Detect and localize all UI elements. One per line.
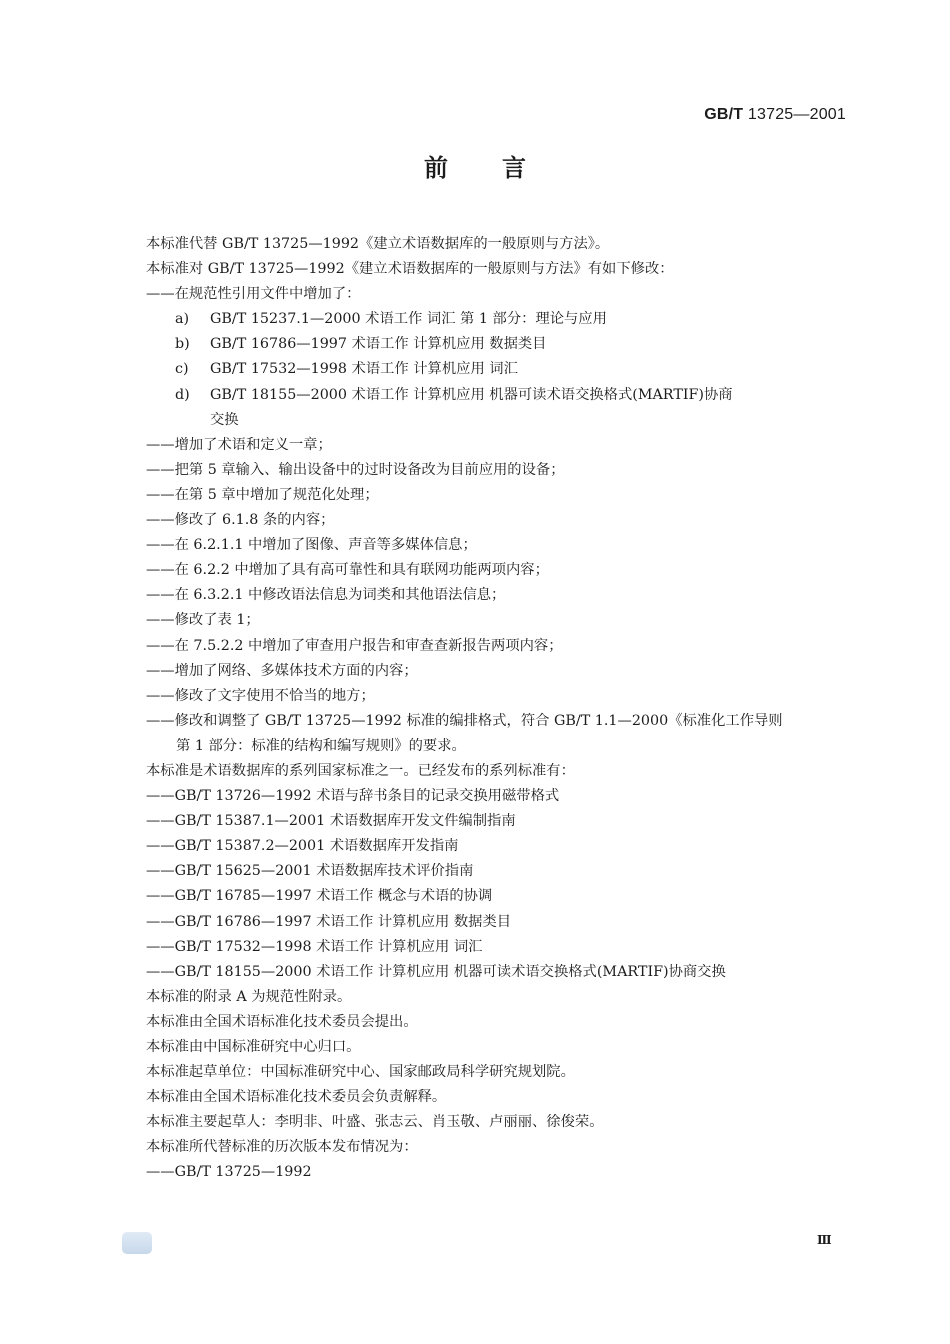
paragraph-proposer: 本标准由全国术语标准化技术委员会提出。 xyxy=(146,1013,418,1030)
foreword-body xyxy=(146,232,850,1186)
paragraph-modifications: 本标准对 GB/T 13725—1992《建立术语数据库的一般原则与方法》有如下修改： xyxy=(146,261,674,278)
paragraph-series-intro: 本标准是术语数据库的系列国家标准之一。已经发布的系列标准有： xyxy=(146,762,575,779)
change-item-format: ——修改和调整了 GB/T 13725—1992 标准的编排格式，符合 GB/T 1.1—2000《标准化工作导则 xyxy=(146,712,783,729)
ref-text: GB/T 17532—1998 术语工作 计算机应用 词汇 xyxy=(210,361,518,378)
scan-mark xyxy=(122,1232,152,1254)
ref-item xyxy=(146,383,850,433)
change-item: ——修改了表 1； xyxy=(146,612,260,629)
ref-text: GB/T 16786—1997 术语工作 计算机应用 数据类目 xyxy=(210,336,547,353)
change-item: ——增加了术语和定义一章； xyxy=(146,436,332,453)
standard-prefix: GB/T xyxy=(704,106,744,123)
change-item: ——增加了网络、多媒体技术方面的内容； xyxy=(146,662,418,679)
series-standard: ——GB/T 16786—1997 术语工作 计算机应用 数据类目 xyxy=(146,913,512,930)
paragraph-normative-refs: ——在规范性引用文件中增加了： xyxy=(146,286,361,303)
ref-mark: a) xyxy=(175,311,190,328)
series-standard: ——GB/T 15387.1—2001 术语数据库开发文件编制指南 xyxy=(146,813,516,830)
ref-text: GB/T 18155—2000 术语工作 计算机应用 机器可读术语交换格式(MARTIF)协商 xyxy=(210,386,733,403)
series-standard: ——GB/T 15625—2001 术语数据库技术评价指南 xyxy=(146,863,474,880)
change-item: ——在 6.3.2.1 中修改语法信息为词类和其他语法信息； xyxy=(146,587,506,604)
paragraph-annex: 本标准的附录 A 为规范性附录。 xyxy=(146,988,352,1005)
page-title: 前言 xyxy=(424,154,580,182)
change-item: ——在第 5 章中增加了规范化处理； xyxy=(146,486,379,503)
change-item-format-continued: 第 1 部分：标准的结构和编写规则》的要求。 xyxy=(176,737,466,754)
paragraph-drafting-units: 本标准起草单位：中国标准研究中心、国家邮政局科学研究规划院。 xyxy=(146,1064,575,1081)
standard-code: 13725—2001 xyxy=(747,106,846,123)
history-item: ——GB/T 13725—1992 xyxy=(146,1164,312,1181)
paragraph-interpretation: 本标准由全国术语标准化技术委员会负责解释。 xyxy=(146,1089,447,1106)
ref-mark: c) xyxy=(175,361,189,378)
standard-number xyxy=(704,106,846,124)
ref-mark: b) xyxy=(175,336,190,353)
series-standard: ——GB/T 17532—1998 术语工作 计算机应用 词汇 xyxy=(146,938,483,955)
paragraph-centralized: 本标准由中国标准研究中心归口。 xyxy=(146,1039,361,1055)
change-item: ——在 7.5.2.2 中增加了审查用户报告和审查查新报告两项内容； xyxy=(146,637,563,654)
change-item: ——在 6.2.1.1 中增加了图像、声音等多媒体信息； xyxy=(146,537,477,554)
series-standard: ——GB/T 15387.2—2001 术语数据库开发指南 xyxy=(146,838,459,855)
change-item: ——在 6.2.2 中增加了具有高可靠性和具有联网功能两项内容； xyxy=(146,562,549,579)
change-item: ——修改了文字使用不恰当的地方； xyxy=(146,687,375,704)
page-number: Ⅲ xyxy=(817,1233,832,1247)
series-standard: ——GB/T 16785—1997 术语工作 概念与术语的协调 xyxy=(146,888,493,905)
ref-item xyxy=(146,332,850,357)
ref-text-continued: 交换 xyxy=(210,411,239,428)
change-item: ——把第 5 章输入、输出设备中的过时设备改为目前应用的设备； xyxy=(146,461,565,478)
ref-mark: d) xyxy=(175,386,190,403)
paragraph-drafters: 本标准主要起草人：李明非、叶盛、张志云、肖玉敬、卢丽丽、徐俊荣。 xyxy=(146,1114,604,1131)
ref-item xyxy=(146,307,850,332)
paragraph-supersedes: 本标准代替 GB/T 13725—1992《建立术语数据库的一般原则与方法》。 xyxy=(146,236,610,252)
series-standard: ——GB/T 13726—1992 术语与辞书条目的记录交换用磁带格式 xyxy=(146,788,560,805)
paragraph-history: 本标准所代替标准的历次版本发布情况为： xyxy=(146,1139,418,1156)
change-item: ——修改了 6.1.8 条的内容； xyxy=(146,512,335,529)
series-standard: ——GB/T 18155—2000 术语工作 计算机应用 机器可读术语交换格式(MARTIF)协商交换 xyxy=(146,963,726,980)
ref-item xyxy=(146,357,850,382)
ref-text: GB/T 15237.1—2000 术语工作 词汇 第 1 部分：理论与应用 xyxy=(210,311,607,328)
ref-text-block xyxy=(210,383,733,433)
